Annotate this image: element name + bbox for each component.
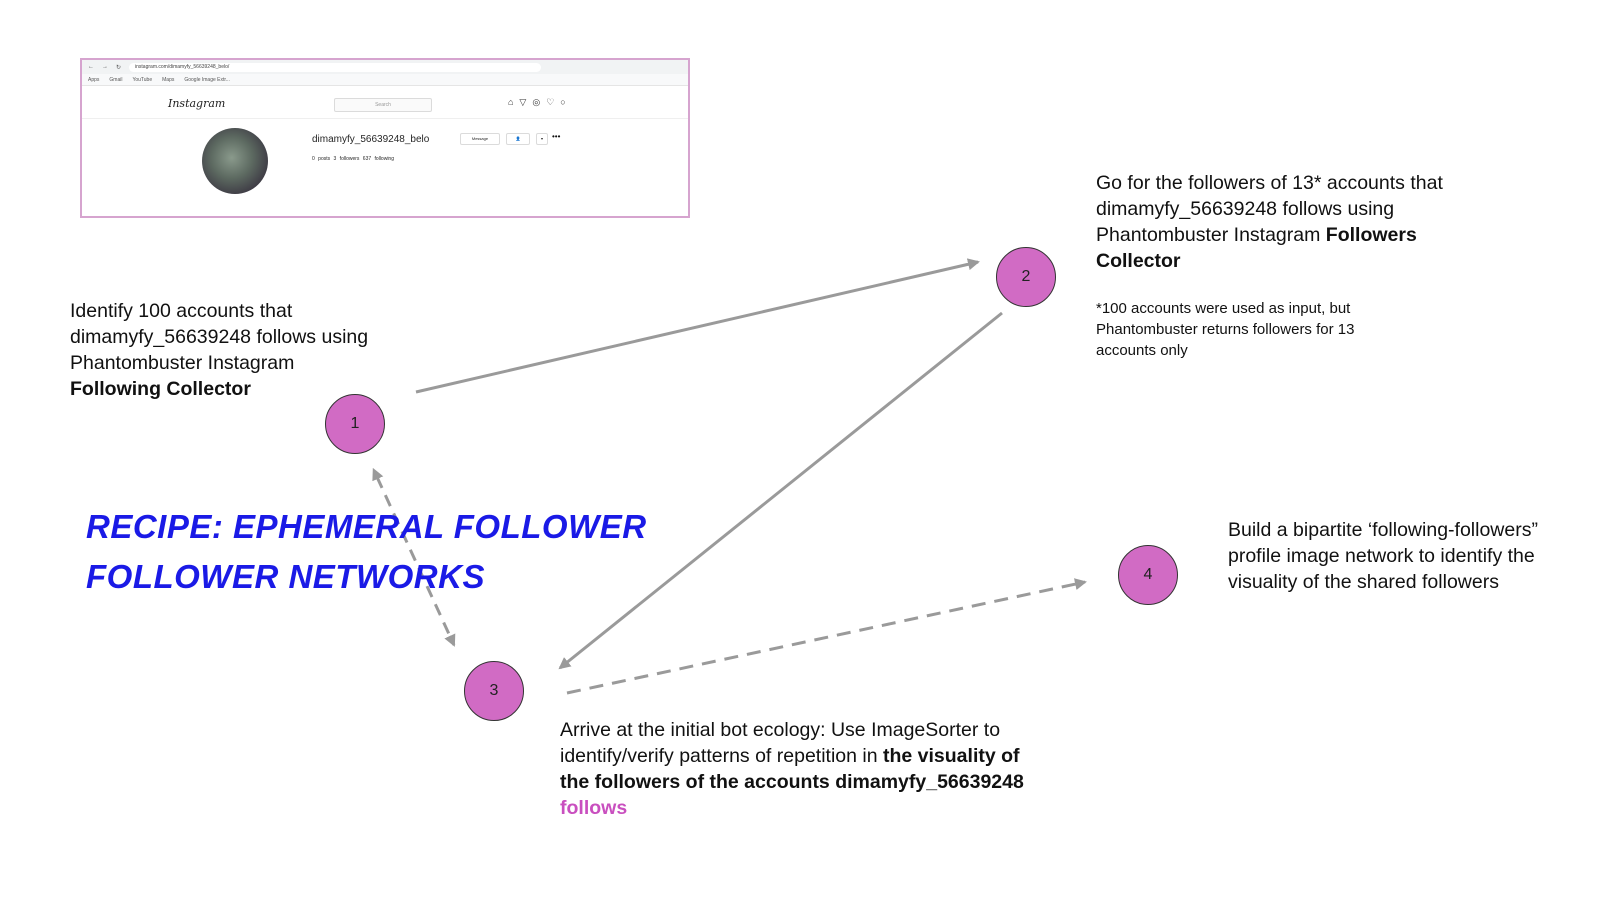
arrow-1-to-2 [416, 262, 978, 392]
node-label: 2 [1021, 268, 1031, 285]
node-4 [1118, 545, 1178, 605]
reload-icon: ↻ [116, 64, 122, 71]
recipe-title [86, 502, 726, 602]
bookmark-item: Maps [162, 76, 175, 83]
profile-username: dimamyfy_56639248_belo [312, 134, 430, 145]
instagram-nav-icons: ⌂▽◎♡○ [508, 97, 572, 107]
step-2-text [1096, 170, 1466, 274]
node-2 [996, 247, 1056, 307]
instagram-logo: Instagram [168, 97, 226, 110]
step-3-desc: Arrive at the initial bot ecology: Use ImageSorter to identify/verify patterns of repetition in [560, 719, 1001, 767]
node-label: 1 [350, 415, 360, 432]
step-3-emphasis: the visuality of the followers of the accounts dimamyfy_56639248 [560, 745, 1024, 793]
bookmark-item: Gmail [109, 76, 123, 83]
step-1-desc: Identify 100 accounts that dimamyfy_56639248 follows using Phantombuster Instagram [70, 300, 369, 374]
node-label: 3 [489, 682, 499, 699]
bookmark-item: Apps [88, 76, 100, 83]
node-1 [325, 394, 385, 454]
dropdown-button: ▾ [536, 133, 548, 145]
step-3-highlight: follows [560, 797, 628, 819]
more-icon: ••• [552, 132, 561, 141]
recipe-title-line-2: FOLLOWER NETWORKS [86, 558, 485, 595]
step-3-text [560, 717, 1046, 821]
step-1-tool: Following Collector [70, 378, 251, 400]
step-4-text: Build a bipartite ‘following-followers” profile image network to identify the visuality of the shared followers [1228, 519, 1538, 593]
step-1-text [70, 298, 370, 402]
node-3 [464, 661, 524, 721]
follow-icon-button: 👤 [506, 133, 530, 145]
forward-icon: → [102, 64, 108, 70]
message-button: Message [460, 133, 500, 145]
search-box: Search [334, 98, 432, 112]
url-field: instagram.com/dimamyfy_56639248_belo/ [129, 63, 541, 72]
recipe-title-line-1: RECIPE: EPHEMERAL FOLLOWER [86, 508, 647, 545]
back-icon: ← [88, 64, 94, 70]
step-2-desc: Go for the followers of 13* accounts that dimamyfy_56639248 follows using Phantombuster Instagram [1096, 172, 1443, 246]
bookmark-item: YouTube [132, 76, 153, 83]
profile-stats: 0 posts 3 followers 637 following [312, 156, 394, 162]
step-2-footnote: *100 accounts were used as input, but Phantombuster returns followers for 13 accounts only [1096, 300, 1355, 359]
step-2-tool: Followers Collector [1096, 224, 1417, 272]
node-label: 4 [1143, 566, 1153, 583]
bookmark-item: Google Image Extr... [184, 76, 230, 83]
